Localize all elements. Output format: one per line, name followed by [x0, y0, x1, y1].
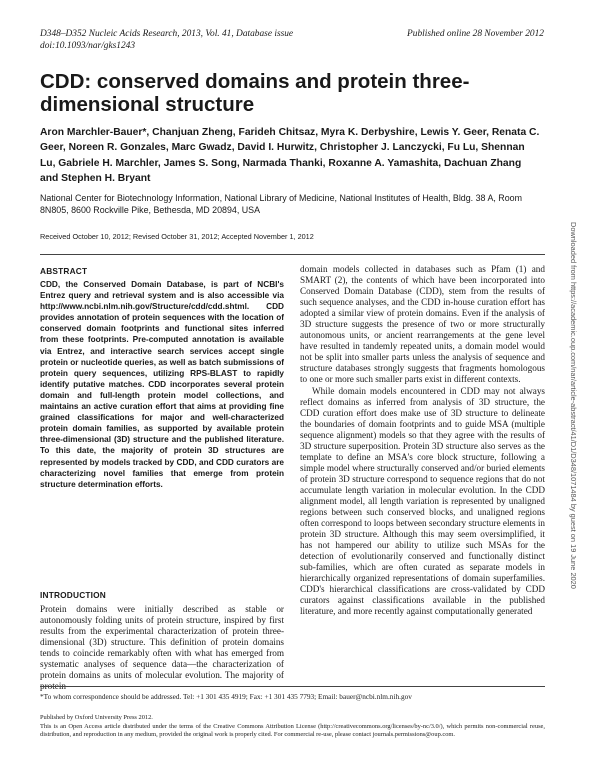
running-header [40, 28, 544, 52]
affiliation: National Center for Biotechnology Information, National Library of Medicine, National Institutes of Health, Bldg. 38 A, Room 8N805, 8600 Rockville Pike, Bethesda, MD 20894, USA [40, 193, 522, 215]
introduction-text: Protein domains were initially described as stable or autonomously folding units of protein structure, inspired by first results from the experimental characterization of protein three-dimensional (3D) structure. This definition of protein domains tends to coincide remarkably often with what has emerged from systematic analyses of sequence data—the characterization of protein domains as units of molecular evolution. The majority of protein [40, 604, 284, 692]
correspondence-footnote: *To whom correspondence should be addressed. Tel: +1 301 435 4919; Fax: +1 301 435 7793; Email: bauer@ncbi.nlm.nih.gov [40, 692, 412, 701]
abstract-heading: ABSTRACT [40, 266, 88, 276]
publication-date: Published online 28 November 2012 [407, 29, 544, 39]
author-list: Aron Marchler-Bauer*, Chanjuan Zheng, Farideh Chitsaz, Myra K. Derbyshire, Lewis Y. Geer, Renata C. Geer, Noreen R. Gonzales, Marc Gwadz, David I. Hurwitz, Christopher J. Lanczycki, Fu Lu, Shennan Lu, Gabriele H. Marchler, James S. Song, Narmada Thanki, Roxanne A. Yamashita, Dachuan Zhang and Stephen H. Bryant [40, 127, 540, 184]
download-watermark: Downloaded from https://academic.oup.com/nar/article-abstract/41/D1/D348/1071484 by guest on 19 June 2020 [569, 222, 578, 589]
paragraph: While domain models encountered in CDD may not always reflect domains as inferred from analysis of 3D structure, the CDD curation effort does make use of 3D structure to delineate the boundaries of domain footprints and to guide MSA (multiple sequence alignment) models so that they agree with the results of 3D structure superposition. Protein 3D structure also serves as the template to define an MSA's core block structure, following a simple model where structurally conserved and/or buried elements of protein 3D structure correspond to sequence regions that do not accumulate length variation in molecular evolution. In the CDD alignment model, all length variation is represented by unaligned regions between such conserved blocks, and unaligned regions often correspond to loops between secondary structure elements in protein 3D structure. Although this may seem oversimplified, it has not hampered our ability to utilize such MSAs for the detection of evolutionarily conserved and functionally distinct sub-families, which are often curated as separate models in hierarchically organized representations of domain superfamilies. CDD's hierarchical classifications are cross-validated by CDD curators against classifications available in the published literature, and more recently against computationally generated [300, 385, 545, 617]
article-title: CDD: conserved domains and protein three-dimensional structure [40, 70, 470, 116]
footnote-divider [40, 686, 545, 687]
abstract-text: CDD, the Conserved Domain Database, is part of NCBI's Entrez query and retrieval system and is also accessible via http://www.ncbi.nlm.nih.gov/Structure/cdd/cdd.shtml. CDD provides annotation of protein sequences with the location of conserved domain footprints and functional sites inferred from these footprints. Pre-computed annotation is available via Entrez, and interactive search services accept single protein or nucleotide queries, as well as batch submissions of protein query sequences, utilizing RPS-BLAST to rapidly identify putative matches. CDD incorporates several protein domain and full-length protein model collections, and maintains an active curation effort that aims at providing fine grained classifications for major and well-characterized protein domain families, as supported by available protein three-dimensional (3D) structure and the published literature. To this date, the majority of protein 3D structures are represented by models tracked by CDD, and CDD curators are characterizing novel families that emerge from protein structure determination efforts. [40, 280, 284, 489]
divider [40, 254, 545, 255]
received-dates: Received October 10, 2012; Revised October 31, 2012; Accepted November 1, 2012 [40, 232, 314, 241]
introduction-heading: INTRODUCTION [40, 590, 107, 600]
journal-citation: D348–D352 Nucleic Acids Research, 2013, Vol. 41, Database issue [40, 29, 294, 39]
doi: doi:10.1093/nar/gks1243 [40, 41, 136, 51]
paragraph: domain models collected in databases such as Pfam (1) and SMART (2), the contents of which have been incorporated into Conserved Domain Database (CDD), stem from the results of such sequence analyses, and the CDD in-house curation effort has adopted a similar view of protein domains. Even if the analysis of 3D structure suggests the presence of two or more structurally autonomous units, or ancient rearrangements at the gene level have resulted in tandemly repeated units, a domain model would not be split into smaller parts unless the analysis of sequence and structure databases strongly suggests that fragments homologous to one or more such smaller parts exist in different contexts. [300, 264, 545, 385]
right-column [300, 264, 545, 618]
license-footnote [40, 714, 545, 740]
license-text: This is an Open Access article distributed under the terms of the Creative Commons Attribution License (http://creativecommons.org/licenses/by-nc/3.0/), which permits non-commercial reuse, distribution, and reproduction in any medium, provided the original work is properly cited. For commercial re-use, please contact journals.permissions@oup.com. [40, 722, 545, 739]
publisher-note: Published by Oxford University Press 2012. [40, 714, 153, 721]
